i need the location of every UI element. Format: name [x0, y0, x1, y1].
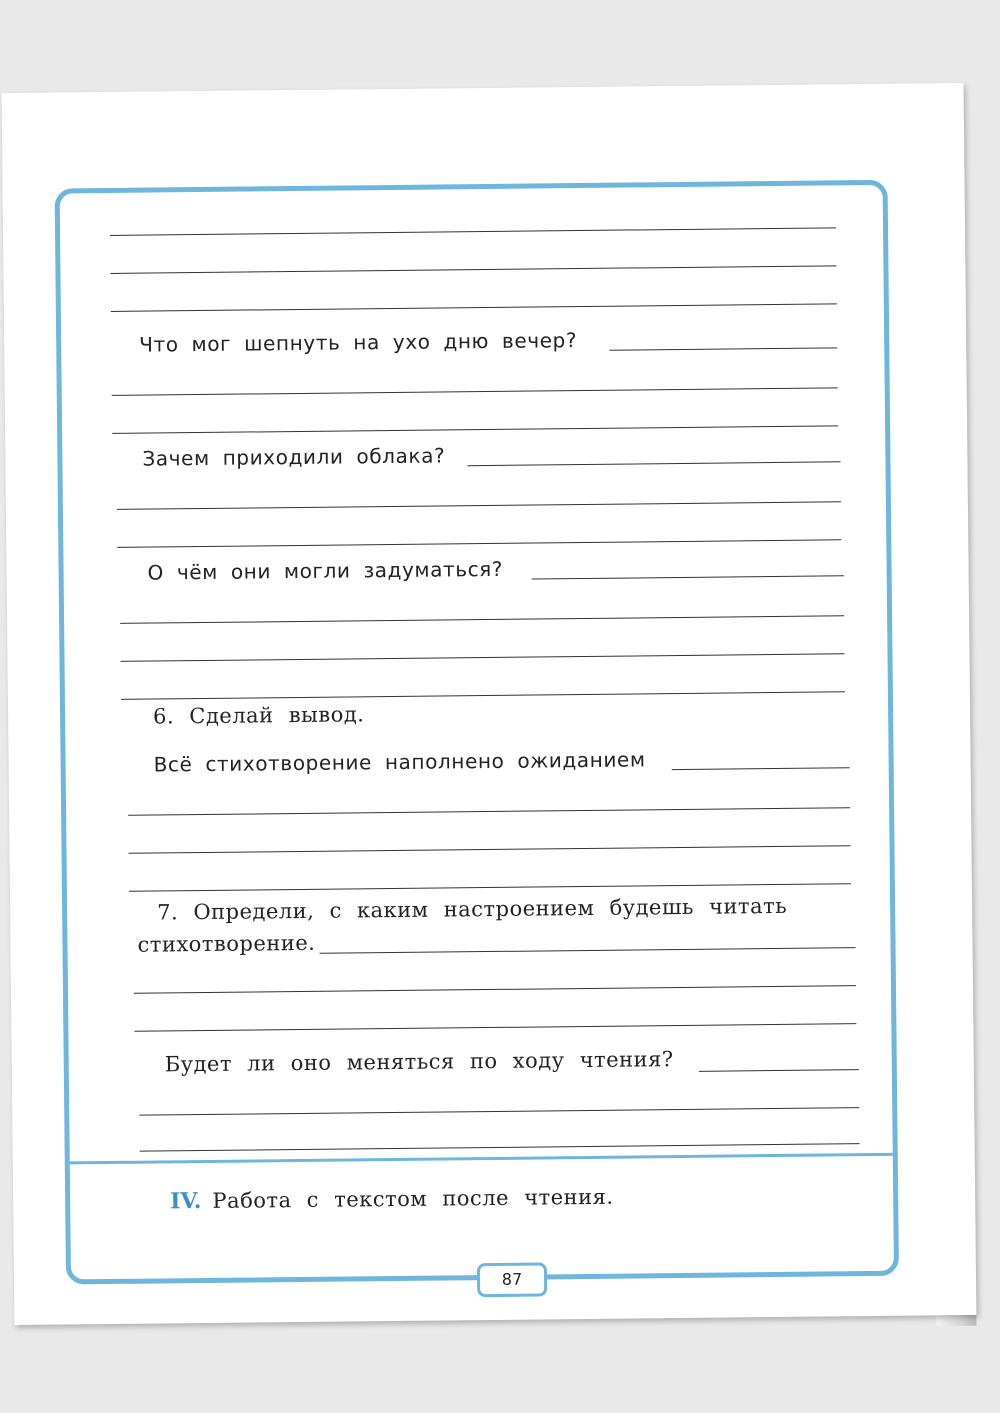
answer-line[interactable]: [134, 1023, 856, 1032]
answer-line[interactable]: [112, 387, 838, 396]
section-divider: [70, 1153, 893, 1165]
task-7-line2: стихотворение.: [137, 930, 316, 957]
answer-line[interactable]: [121, 653, 845, 662]
answer-line[interactable]: [129, 845, 851, 854]
answer-line[interactable]: [129, 883, 851, 892]
task-6-prompt: Всё стихотворение наполнено ожиданием: [153, 747, 646, 777]
question-whisper: Что мог шепнуть на ухо дню вечер?: [139, 328, 578, 357]
answer-line[interactable]: [140, 1143, 860, 1152]
answer-line[interactable]: [117, 501, 841, 510]
answer-line[interactable]: [112, 425, 838, 434]
answer-line[interactable]: [609, 347, 837, 350]
question-think: О чём они могли задуматься?: [147, 556, 504, 585]
answer-line[interactable]: [320, 947, 856, 954]
answer-line[interactable]: [111, 303, 837, 312]
section-numeral: IV.: [170, 1188, 202, 1215]
answer-line[interactable]: [110, 265, 836, 274]
task-7-question: Будет ли оно меняться по ходу чтения?: [164, 1047, 674, 1077]
task-6-heading: 6. Сделай вывод.: [152, 702, 365, 729]
question-clouds: Зачем приходили облака?: [142, 443, 446, 471]
answer-line[interactable]: [699, 1069, 859, 1072]
answer-line[interactable]: [467, 461, 840, 466]
section-heading: [170, 1184, 614, 1215]
answer-line[interactable]: [134, 985, 856, 994]
section-title: Работа с текстом после чтения.: [212, 1184, 614, 1213]
answer-line[interactable]: [672, 767, 850, 770]
workbook-page: [2, 83, 977, 1325]
answer-line[interactable]: [532, 575, 844, 579]
answer-line[interactable]: [110, 227, 836, 236]
answer-line[interactable]: [121, 691, 845, 700]
answer-line[interactable]: [128, 807, 850, 816]
answer-line[interactable]: [139, 1107, 859, 1116]
answer-line[interactable]: [117, 539, 841, 548]
page-number: 87: [477, 1262, 547, 1297]
answer-line[interactable]: [120, 615, 844, 624]
task-7-line1: 7. Определи, с каким настроением будешь читать: [157, 893, 788, 925]
content-frame: [55, 180, 899, 1289]
